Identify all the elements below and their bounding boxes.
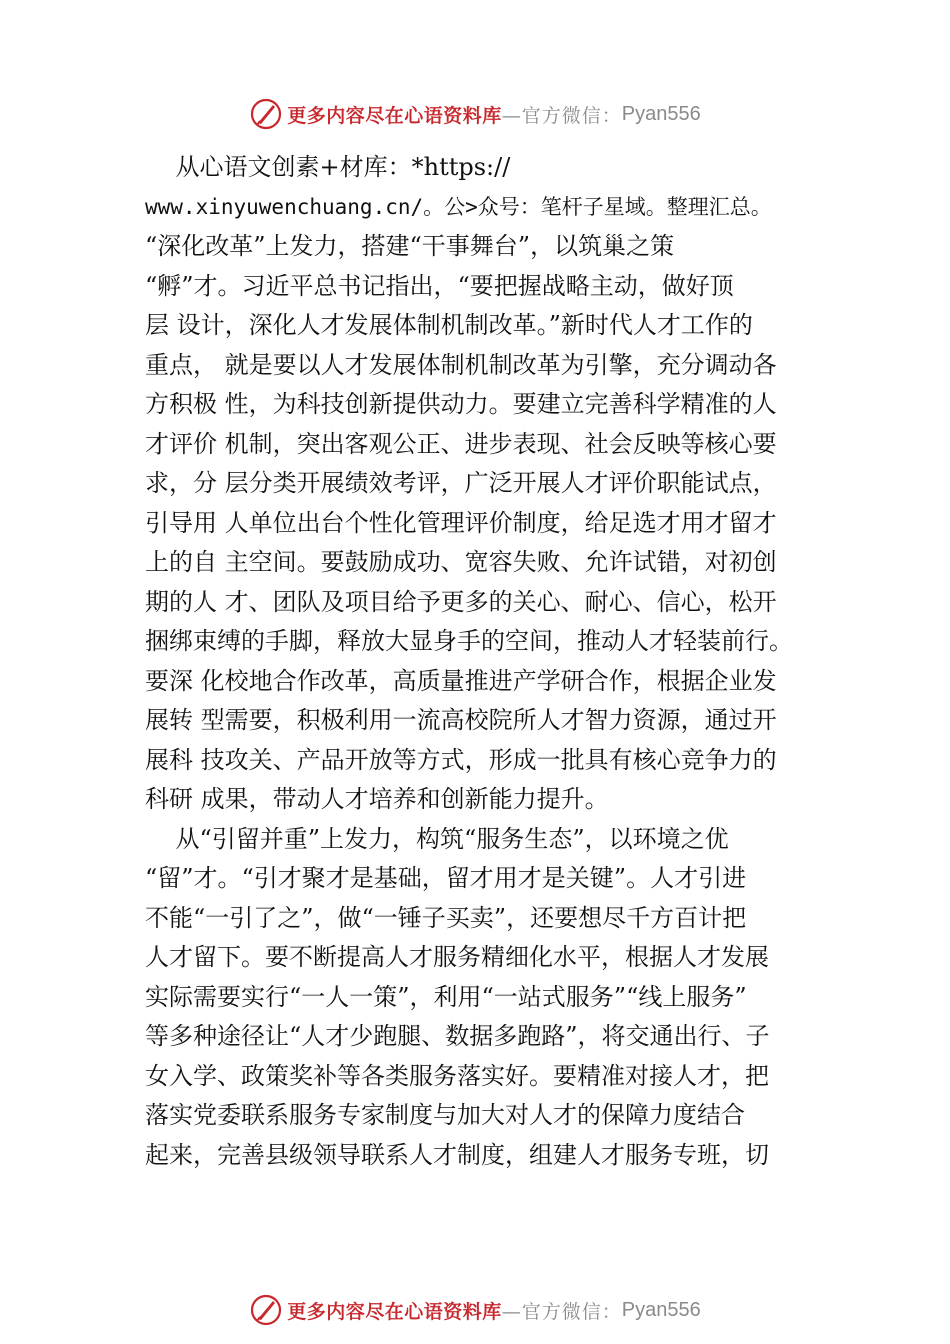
banner-wechat-label: —官方微信： [501, 104, 622, 127]
body-line: 捆绑束缚的手脚，释放大显身手的空间，推动人才轻装前行。 [145, 627, 793, 655]
body-line: “深化改革”上发力，搭建“干事舞台”，以筑巢之策 [145, 232, 675, 260]
banner-wechat-id: Pyan556 [621, 102, 701, 125]
body-line: 等多种途径让“人才少跑腿、数据多跑路”，将交通出行、子 [145, 1022, 770, 1050]
body-line: 不能“一引了之”，做“一锤子买卖”，还要想尽千方百计把 [145, 903, 747, 932]
banner-title: 更多内容尽在心语资料库 [287, 104, 502, 127]
body-line: 方积极 性，为科技创新提供动力。要建立完善科学精准的人 [145, 390, 777, 418]
document-body [145, 148, 845, 1175]
body-line: 要深 化校地合作改革，高质量推进产学研合作，根据企业发 [145, 666, 777, 695]
body-line: 展转 型需要，积极利用一流高校院所人才智力资源，通过开 [145, 706, 777, 734]
body-line: “留”才。“引才聚才是基础，留才用才是关键”。人才引进 [145, 864, 747, 892]
body-line: “孵”才。习近平总书记指出，“要把握战略主动，做好顶 [145, 271, 734, 300]
body-line: 重点， 就是要以人才发展体制机制改革为引擎，充分调动各 [145, 350, 777, 379]
body-line: 求，分 层分类开展绩效考评，广泛开展人才评价职能试点， [145, 469, 777, 497]
header-banner [0, 94, 950, 134]
body-line: 期的人 才、团队及项目给予更多的关心、耐心、信心，松开 [145, 587, 777, 616]
body-line: 实际需要实行“一人一策”，利用“一站式服务”“线上服务” [145, 982, 747, 1011]
body-line: 起来，完善县级领导联系人才制度，组建人才服务专班，切 [145, 1140, 769, 1169]
banner-title: 更多内容尽在心语资料库 [287, 1300, 502, 1323]
body-line: 人才留下。要不断提高人才服务精细化水平，根据人才发展 [145, 943, 769, 971]
body-line: 从“引留并重”上发力，构筑“服务生态”，以环境之优 [145, 824, 729, 853]
body-line: 引导用 人单位出台个性化管理评价制度，给足选才用才留才 [145, 508, 777, 537]
body-line: 女入学、政策奖补等各类服务落实好。要精准对接人才，把 [145, 1061, 769, 1090]
body-line: www.xinyuwenchuang.cn/。公>众号：笔杆子星域。整理汇总。 [145, 194, 772, 219]
banner-wechat-id: Pyan556 [621, 1298, 701, 1321]
banner-wechat-label: —官方微信： [501, 1300, 622, 1323]
body-line: 科研 成果，带动人才培养和创新能力提升。 [145, 785, 609, 813]
body-line: 上的自 主空间。要鼓励成功、宽容失败、允许试错，对初创 [145, 548, 777, 576]
body-line: 落实党委联系服务专家制度与加大对人才的保障力度结合 [145, 1101, 745, 1129]
quill-logo-icon [249, 1293, 283, 1327]
body-line: 从心语文创素+材库：*https:// [145, 153, 511, 181]
footer-banner [0, 1290, 950, 1330]
body-line: 展科 技攻关、产品开放等方式，形成一批具有核心竞争力的 [145, 745, 777, 774]
body-line: 层 设计，深化人才发展体制机制改革。”新时代人才工作的 [145, 311, 753, 339]
quill-logo-icon [249, 97, 283, 131]
body-line: 才评价 机制，突出客观公正、进步表现、社会反映等核心要 [145, 429, 777, 458]
